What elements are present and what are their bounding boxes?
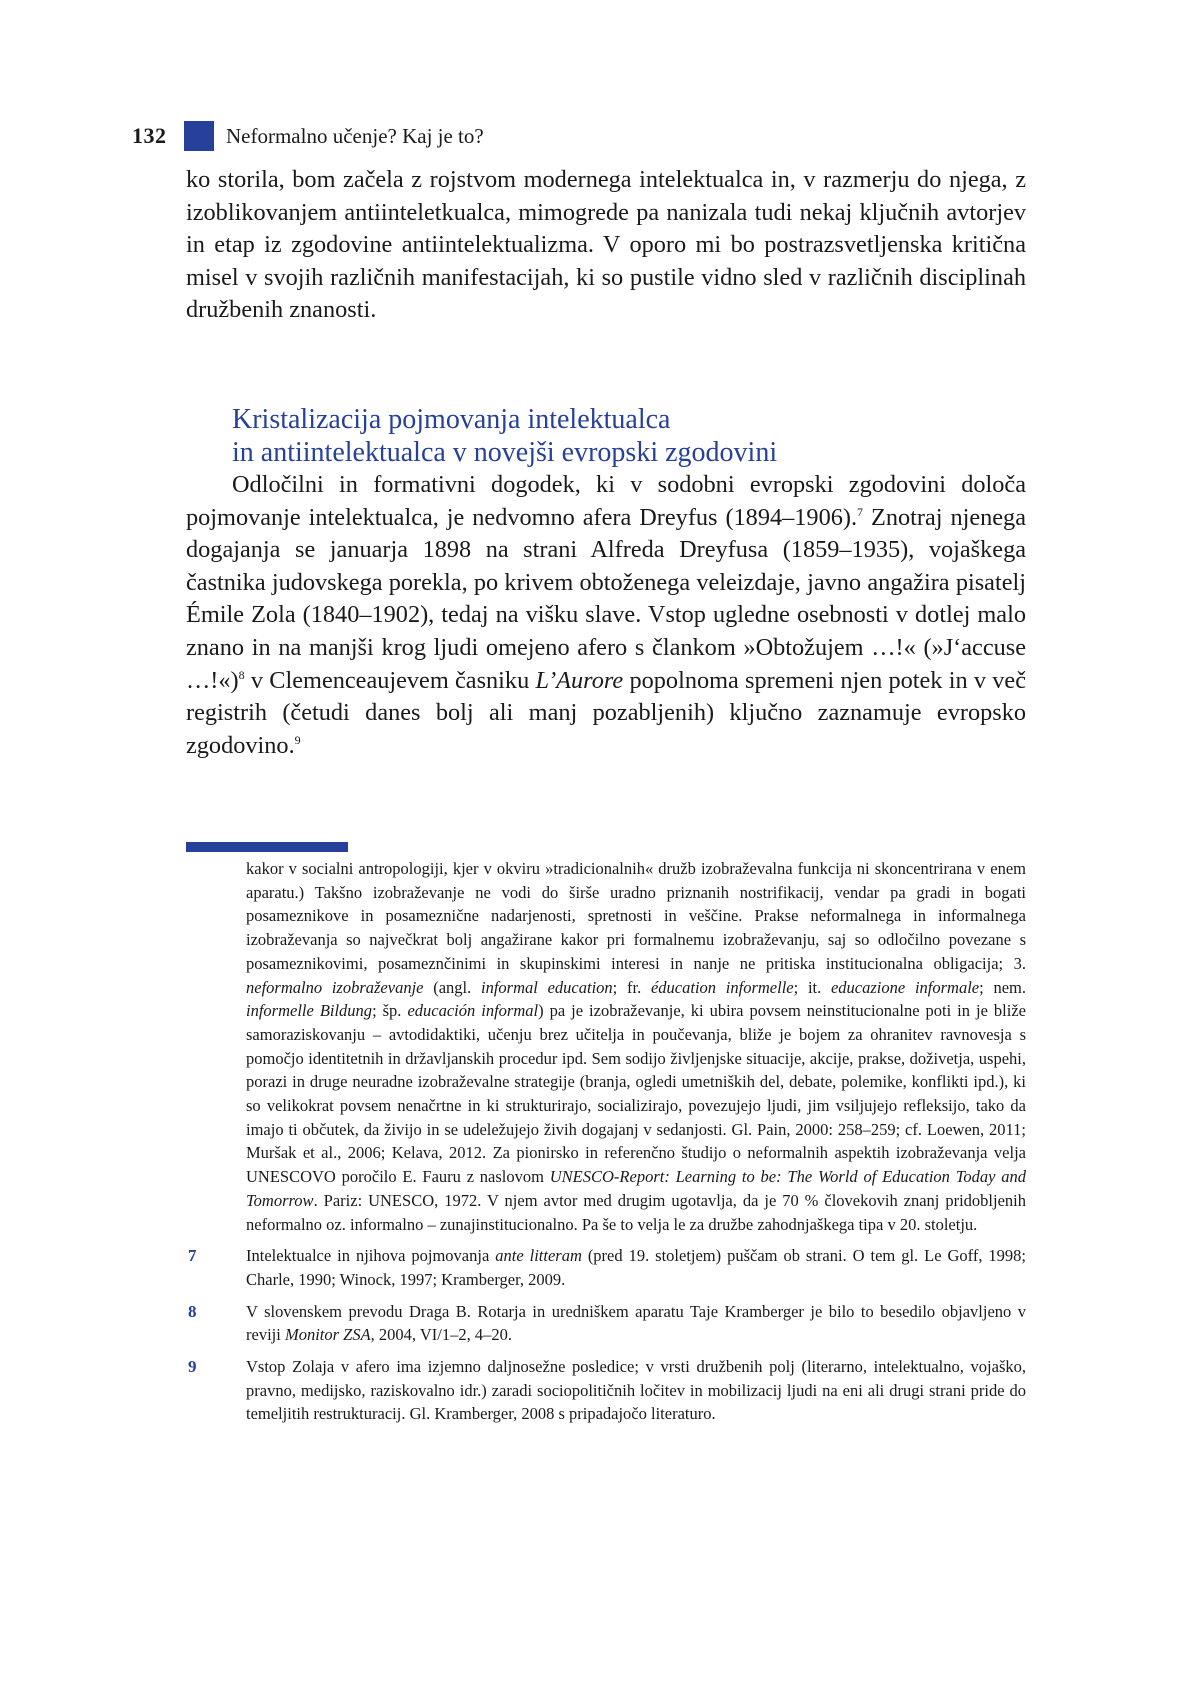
- section-heading-line1: Kristalizacija pojmovanja intelektualca: [232, 404, 671, 435]
- footnote-text: V slovenskem prevodu Draga B. Rotarja in uredniškem aparatu Taje Kramberger je bilo to besedilo objavljeno v reviji: [246, 1301, 1026, 1345]
- footnote-text: ; fr.: [612, 977, 651, 997]
- paragraph-text-part: Odločilni in formativni dogodek, ki v sodobni evropski zgodovini določa pojmovanje intelektualca, je nedvomno afera Dreyfus (1894–1906).: [186, 471, 1026, 531]
- footnote-continued: [246, 857, 1026, 1236]
- footnote-italic-term: éducation informelle: [650, 977, 794, 997]
- section-heading-line2: in antiintelektualca v novejši evropski zgodovini: [232, 437, 778, 468]
- footnote-italic-term: neformalno izobraževanje: [246, 977, 424, 997]
- footnote-number: 8: [188, 1301, 197, 1321]
- footnote-italic-title: Monitor ZSA: [284, 1325, 371, 1345]
- paragraph-text-part: Znotraj njenega dogajanja se januarja 1898 na strani Alfreda Dreyfusa (1859–1935), vojaškega častnika judovskega porekla, po krivem obtoženega veleizdaje, javno angažira pisatelj Émile Zola (1840–1902), tedaj na višku slave. Vstop ugledne osebnosti v dotlej malo znano in na manjši krog ljudi omejeno afero s člankom »Obtožujem …!« (»J‘accuse …!«): [186, 503, 1026, 694]
- footnote-italic-term: informelle Bildung: [246, 1001, 373, 1021]
- section-paragraph: [186, 469, 1026, 762]
- footnote-number: 9: [188, 1357, 197, 1377]
- blue-square-marker-icon: [184, 121, 214, 151]
- section-heading: [232, 403, 1032, 469]
- paragraph-text-part: v Clemenceaujevem časniku: [244, 666, 536, 694]
- footnote-separator-rule: [186, 842, 348, 852]
- running-head: [132, 118, 484, 154]
- footnote-text: Intelektualce in njihova pojmovanja: [246, 1246, 496, 1266]
- footnote-text: Vstop Zolaja v afero ima izjemno daljnosežne posledice; v vrsti družbenih polj (literarno, intelektualno, vojaško, pravno, medijsko, raziskovalno idr.) zaradi sociopolitičnih ločitev in mobilizacij ljudi na eni ali drugi strani pride do temeljitih restrukturacij. Gl. Kramberger, 2008 s pripadajočo literaturo.: [246, 1357, 1026, 1424]
- footnote-text: kakor v socialni antropologiji, kjer v okviru »tradicionalnih« družb izobraževalna funkcija ni skoncentrirana v enem aparatu.) Takšno izobraževanje ne vodi do širše uradno priznanih nostrifikacij, vendar pa gradi in bogati posameznikove in posameznične nadarjenosti, spretnosti in veščine. Prakse neformalnega in informalnega izobraževanja so največkrat bolj angažirane kakor pri formalnemu izobraževanju, saj so odločilno povezane s posameznikovimi, posameznčinimi in skupinskimi interesi in nanje ne pritiska institucionalna obligacija; 3.: [246, 859, 1026, 973]
- footnote-text: ; it.: [793, 977, 831, 997]
- page-number: 132: [132, 123, 167, 148]
- running-title: Neformalno učenje? Kaj je to?: [226, 123, 484, 148]
- footnote-number: 7: [188, 1246, 197, 1266]
- footnote-italic-term: educación informal: [407, 1001, 539, 1021]
- paragraph-text-part: popolnoma spremeni njen potek in v več registrih (četudi danes bolj ali manj pozabljenih) ključno zaznamuje evropsko zgodovino.: [186, 666, 1026, 759]
- intro-paragraph-text: ko storila, bom začela z rojstvom modernega intelektualca in, v razmerju do njega, z izoblikovanjem antiinteletkualca, mimogrede pa nanizala tudi nekaj ključnih avtorjev in etap iz zgodovine antiintelektualizma. V oporo mi bo postrazsvetljenska kritična misel v svojih različnih manifestacijah, ki so pustile vidno sled v različnih disciplinah družbenih znanosti.: [186, 166, 1026, 324]
- footnote-text: ) pa je izobraževanje, ki ubira povsem neinstitucionalne poti in je bliže samoraziskovanju – avtodidaktiki, učenju brez učitelja in poučevanja, bliže je bojem za ohranitev ravnovesja s pomočjo identitetnih in državljanskih procedur ipd. Sem sodijo življenjske situacije, akcije, prakse, doživetja, uspehi, porazi in druge neuradne izobraževalne strategije (branja, ogledi umetniških del, debate, polemike, konflikti ipd.), ki so velikokrat povsem nenačrtne in ki strukturirajo, socializirajo, povezujejo ljudi, jim vsiljujejo refleksijo, tako da imajo ti občutek, da živijo in se udeležujejo živih dogajanj v sedanjosti. Gl. Pain, 2000: 258–259; cf. Loewen, 2011; Muršak et al., 2006; Kelava, 2012. Za pionirsko in referenčno študijo o neformalnih aspektih izobraževanja velja UNESCOVO poročilo E. Fauru z naslovom: [246, 1001, 1026, 1187]
- footnote-italic-title: UNESCO-Report: Learning to be: The World of Education Today and Tomorrow: [246, 1167, 1026, 1210]
- intro-paragraph: [186, 164, 1026, 327]
- footnotes-section: [188, 857, 1026, 1426]
- footnote-9: [188, 1355, 1026, 1426]
- footnote-text: , 2004, VI/1–2, 4–20.: [370, 1325, 512, 1345]
- section-paragraph-text: [186, 469, 1026, 762]
- footnote-8: [188, 1300, 1026, 1347]
- footnote-italic-term: educazione informale: [830, 977, 980, 997]
- footnote-ref-9[interactable]: 9: [294, 732, 301, 747]
- footnote-ref-7[interactable]: 7: [857, 504, 864, 519]
- footnote-text: (pred 19. stoletjem) puščam ob strani. O tem gl. Le Goff, 1998; Charle, 1990; Winock, 1997; Kramberger, 2009.: [246, 1246, 1026, 1289]
- footnote-text: ; nem.: [979, 977, 1026, 997]
- footnote-text: . Pariz: UNESCO, 1972. V njem avtor med drugim ugotavlja, da je 70 % človekovih znanj pridobljenih neformalno oz. informalno – zunajinstitucionalno. Pa še to velja le za družbe zahodnjaškega tipa v 20. stoletju.: [246, 1190, 1026, 1234]
- footnote-text: (angl.: [423, 977, 482, 997]
- footnote-italic-term: ante litteram: [495, 1246, 582, 1266]
- footnote-ref-8[interactable]: 8: [238, 667, 245, 682]
- footnote-text: ; šp.: [372, 1001, 408, 1021]
- footnote-italic-term: informal education: [481, 977, 613, 997]
- footnote-7: [188, 1244, 1026, 1291]
- newspaper-title: L’Aurore: [535, 666, 624, 694]
